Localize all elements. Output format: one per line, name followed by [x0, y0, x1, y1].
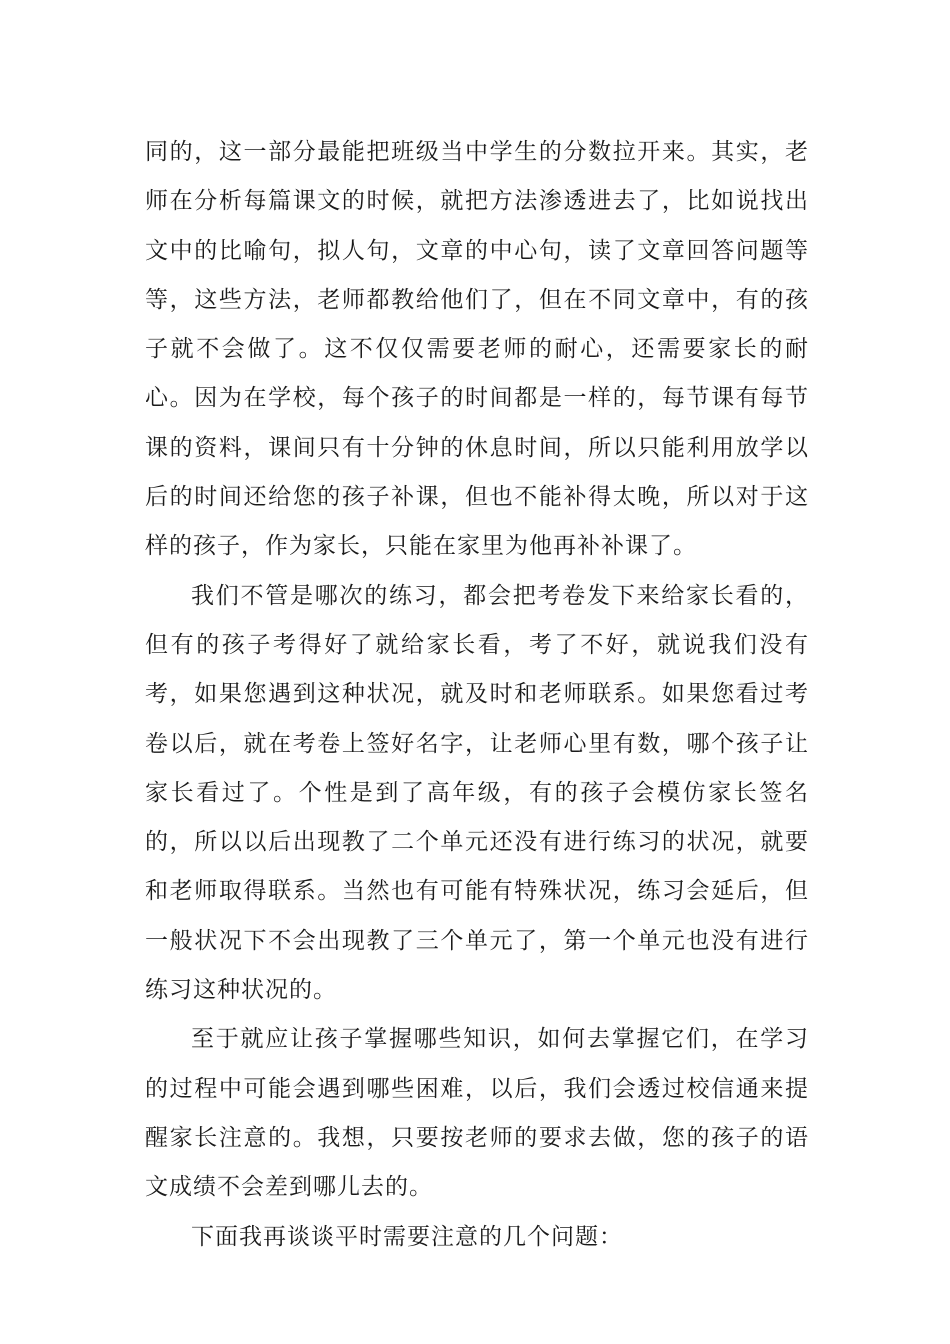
body-text [145, 128, 809, 1262]
paragraph-exam-papers: 我们不管是哪次的练习，都会把考卷发下来给家长看的，但有的孩子考得好了就给家长看，考了不好，就说我们没有考，如果您遇到这种状况，就及时和老师联系。如果您看过考卷以后，就在考卷上签好名字，让老师心里有数，哪个孩子让家长看过了。个性是到了高年级，有的孩子会模仿家长签名的，所以以后出现教了二个单元还没有进行练习的状况，就要和老师取得联系。当然也有可能有特殊状况，练习会延后，但一般状况下不会出现教了三个单元了，第一个单元也没有进行练习这种状况的。 [145, 582, 809, 1004]
paragraph-knowledge: 至于就应让孩子掌握哪些知识，如何去掌握它们，在学习的过程中可能会遇到哪些困难，以后，我们会透过校信通来提醒家长注意的。我想，只要按老师的要求去做，您的孩子的语文成绩不会差到哪儿去的。 [145, 1026, 809, 1201]
paragraph-issues-intro: 下面我再谈谈平时需要注意的几个问题： [191, 1223, 623, 1250]
paragraph-continued: 同的，这一部分最能把班级当中学生的分数拉开来。其实，老师在分析每篇课文的时候，就把方法渗透进去了，比如说找出文中的比喻句，拟人句，文章的中心句，读了文章回答问题等等，这些方法，老师都教给他们了，但在不同文章中，有的孩子就不会做了。这不仅仅需要老师的耐心，还需要家长的耐心。因为在学校，每个孩子的时间都是一样的，每节课有每节课的资料，课间只有十分钟的休息时间，所以只能利用放学以后的时间还给您的孩子补课，但也不能补得太晚，所以对于这样的孩子，作为家长，只能在家里为他再补补课了。 [145, 139, 809, 560]
